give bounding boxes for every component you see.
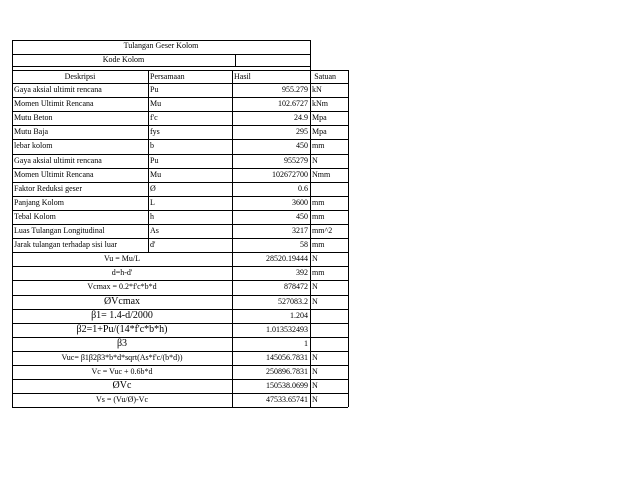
row-satuan: mm — [312, 240, 325, 250]
formula-expression: Vu = Mu/L — [103, 254, 141, 264]
formula-expression: β3 — [116, 337, 128, 349]
grid-line — [12, 238, 348, 239]
grid-line — [12, 266, 348, 267]
grid-line — [12, 54, 310, 55]
row-satuan: Mpa — [312, 127, 327, 137]
row-deskripsi: Momen Ultimit Rencana — [14, 99, 94, 109]
row-satuan: Nmm — [312, 169, 331, 179]
column-header-hasil: Hasil — [234, 71, 251, 81]
formula-hasil: 47533.65741 — [266, 395, 308, 405]
kode-kolom-value[interactable] — [235, 54, 310, 66]
row-deskripsi: Jarak tulangan terhadap sisi luar — [14, 240, 118, 250]
formula-hasil: 527083.2 — [278, 296, 308, 306]
row-persamaan: As — [150, 226, 159, 236]
formula-expression: Vuc= β1β2β3*b*d*sqrt(As*f'c/(b*d)) — [61, 352, 183, 362]
row-satuan: kN — [312, 85, 322, 95]
grid-line — [12, 125, 348, 126]
row-satuan: N — [312, 155, 318, 165]
grid-line — [310, 40, 311, 70]
row-deskripsi: Faktor Reduksi geser — [14, 183, 82, 193]
formula-hasil: 1.013532493 — [266, 324, 308, 334]
formula-hasil: 392 — [296, 268, 308, 278]
row-hasil: 24.9 — [294, 113, 308, 123]
row-persamaan: f'c — [150, 113, 158, 123]
formula-expression: Vcmax = 0.2*f'c*b*d — [87, 282, 157, 292]
grid-line — [12, 309, 348, 310]
grid-line — [12, 40, 13, 70]
row-persamaan: Pu — [150, 85, 159, 95]
formula-hasil: 1 — [304, 338, 308, 348]
row-hasil: 450 — [296, 141, 308, 151]
formula-satuan: mm — [312, 268, 325, 278]
row-hasil: 3217 — [292, 226, 308, 236]
grid-line — [148, 70, 149, 252]
grid-line — [12, 280, 348, 281]
row-deskripsi: lebar kolom — [14, 141, 53, 151]
grid-line — [12, 40, 310, 41]
formula-expression: d=h-d' — [111, 268, 133, 278]
column-header-deskripsi: Deskripsi — [64, 71, 96, 81]
table-title: Tulangan Geser Kolom — [123, 41, 199, 50]
row-deskripsi: Mutu Baja — [14, 127, 48, 137]
grid-line — [232, 70, 233, 407]
formula-satuan: N — [312, 282, 318, 292]
grid-line — [235, 54, 236, 66]
formula-hasil: 250896.7831 — [266, 367, 308, 377]
row-deskripsi: Luas Tulangan Longitudinal — [14, 226, 105, 236]
formula-satuan — [310, 323, 348, 337]
formula-expression: ØVcmax — [103, 295, 141, 307]
formula-hasil: 145056.7831 — [266, 352, 308, 362]
row-satuan — [310, 182, 348, 196]
formula-satuan: N — [312, 381, 318, 391]
row-persamaan: d' — [150, 240, 156, 250]
grid-line — [12, 393, 348, 394]
grid-line — [12, 70, 13, 407]
row-satuan: Mpa — [312, 113, 327, 123]
row-persamaan: Pu — [150, 155, 159, 165]
grid-line — [12, 83, 348, 84]
row-hasil: 295 — [296, 127, 308, 137]
formula-satuan — [310, 309, 348, 323]
row-deskripsi: Gaya aksial ultimit rencana — [14, 85, 102, 95]
formula-satuan: N — [312, 352, 318, 362]
grid-line — [12, 323, 348, 324]
row-hasil: 955.279 — [282, 85, 308, 95]
grid-line — [12, 379, 348, 380]
column-header-satuan: Satuan — [314, 71, 336, 81]
grid-line — [12, 295, 348, 296]
row-deskripsi: Panjang Kolom — [14, 197, 64, 207]
grid-line — [12, 351, 348, 352]
row-persamaan: Mu — [150, 99, 162, 109]
formula-satuan — [310, 337, 348, 351]
row-hasil: 102672700 — [272, 169, 308, 179]
formula-hasil: 878472 — [284, 282, 308, 292]
row-satuan: mm — [312, 197, 325, 207]
grid-line — [12, 196, 348, 197]
formula-satuan: N — [312, 367, 318, 377]
grid-line — [12, 154, 348, 155]
formula-expression: Vs = (Vu/Ø)-Vc — [95, 395, 149, 405]
grid-line — [12, 252, 348, 253]
column-header-persamaan: Persamaan — [150, 71, 185, 81]
row-hasil: 58 — [300, 240, 308, 250]
row-satuan: mm — [312, 141, 325, 151]
formula-satuan: N — [312, 296, 318, 306]
row-satuan: mm^2 — [312, 226, 333, 236]
formula-expression: β1= 1.4-d/2000 — [91, 309, 153, 321]
formula-satuan: N — [312, 395, 318, 405]
grid-line — [12, 66, 310, 67]
grid-line — [12, 182, 348, 183]
row-persamaan: b — [150, 141, 154, 151]
row-persamaan: fys — [150, 127, 160, 137]
row-hasil: 102.6727 — [278, 99, 308, 109]
grid-line — [348, 70, 349, 407]
row-deskripsi: Tebal Kolom — [14, 211, 56, 221]
grid-line — [12, 224, 348, 225]
formula-hasil: 150538.0699 — [266, 381, 308, 391]
grid-line — [12, 365, 348, 366]
row-deskripsi: Gaya aksial ultimit rencana — [14, 155, 102, 165]
row-deskripsi: Momen Ultimit Rencana — [14, 169, 94, 179]
grid-line — [12, 210, 348, 211]
grid-line — [12, 139, 348, 140]
row-persamaan: L — [150, 197, 155, 207]
row-satuan: kNm — [312, 99, 328, 109]
row-hasil: 0.6 — [298, 183, 308, 193]
grid-line — [12, 70, 348, 71]
formula-expression: β2=1+Pu/(14*f'c*b*h) — [76, 323, 168, 335]
row-persamaan: h — [150, 211, 154, 221]
row-persamaan: Ø — [150, 183, 156, 193]
grid-line — [12, 337, 348, 338]
row-deskripsi: Mutu Beton — [14, 113, 53, 123]
formula-expression: Vc = Vuc + 0.6b*d — [91, 367, 153, 377]
row-satuan: mm — [312, 211, 325, 221]
formula-hasil: 28520.19444 — [266, 254, 308, 264]
row-hasil: 955279 — [284, 155, 308, 165]
grid-line — [12, 97, 348, 98]
grid-line — [12, 168, 348, 169]
row-hasil: 3600 — [292, 197, 308, 207]
formula-expression: ØVc — [112, 380, 132, 392]
kode-kolom-label: Kode Kolom — [102, 55, 145, 64]
row-hasil: 450 — [296, 211, 308, 221]
grid-line — [12, 407, 348, 408]
grid-line — [12, 111, 348, 112]
formula-satuan: N — [312, 254, 318, 264]
row-persamaan: Mu — [150, 169, 162, 179]
grid-line — [310, 70, 311, 407]
formula-hasil: 1.204 — [290, 310, 308, 320]
